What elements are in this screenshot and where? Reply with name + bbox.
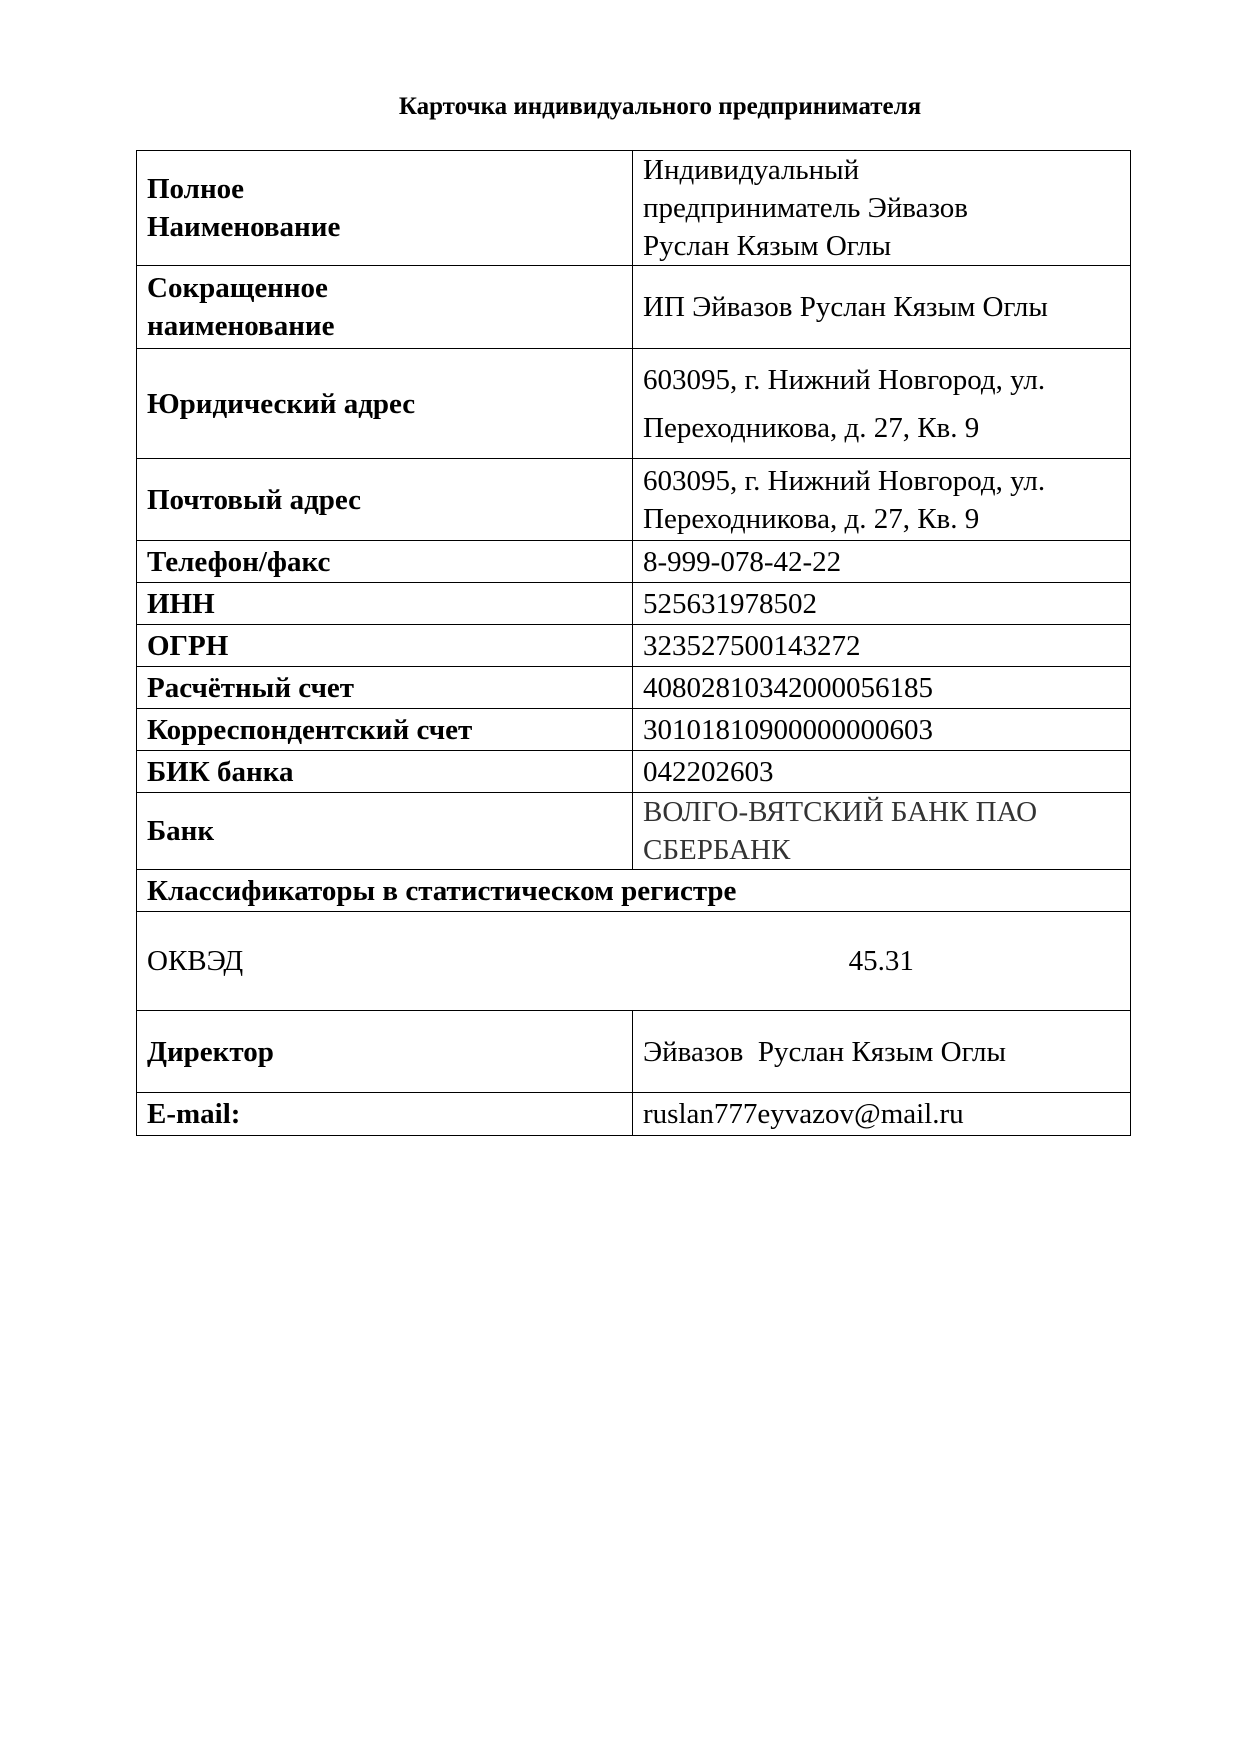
entrepreneur-card-table [136,150,1131,1136]
row-director [137,1011,1131,1093]
phone-value: 8-999-078-42-22 [633,541,1131,583]
inn-value: 525631978502 [633,583,1131,625]
full-name-label [137,151,633,266]
legal-address-value-line1: 603095, г. Нижний Новгород, ул. [643,363,1046,396]
settlement-account-label: Расчётный счет [137,667,633,709]
full-name-value-line3: Руслан Кязым Оглы [643,230,892,262]
inn-label: ИНН [137,583,633,625]
row-correspondent-account [137,709,1131,751]
director-value: Эйвазов Руслан Кязым Оглы [633,1011,1131,1093]
row-email [137,1093,1131,1136]
legal-address-value-line2: Переходникова, д. 27, Кв. 9 [643,411,980,444]
full-name-value-line2: предприниматель Эйвазов [643,192,968,224]
legal-address-label: Юридический адрес [137,349,633,459]
settlement-account-value: 40802810342000056185 [633,667,1131,709]
okved-value: 45.31 [633,912,1131,1011]
full-name-label-line1: Полное [147,173,245,205]
row-classifiers [137,870,1131,912]
postal-address-value [633,459,1131,541]
full-name-value-line1: Индивидуальный [643,154,860,186]
row-okved [137,912,1131,1011]
row-bik [137,751,1131,793]
bik-label: БИК банка [137,751,633,793]
postal-address-label: Почтовый адрес [137,459,633,541]
postal-address-value-line2: Переходникова, д. 27, Кв. 9 [643,502,980,535]
correspondent-account-label: Корреспондентский счет [137,709,633,751]
correspondent-account-value: 30101810900000000603 [633,709,1131,751]
ogrn-label: ОГРН [137,625,633,667]
email-value: ruslan777eyvazov@mail.ru [633,1093,1131,1136]
bank-value-line1: ВОЛГО-ВЯТСКИЙ БАНК ПАО [643,796,1038,828]
row-inn [137,583,1131,625]
bank-value-line2: СБЕРБАНК [643,834,791,866]
classifiers-heading: Классификаторы в статистическом регистре [137,870,1131,912]
row-ogrn [137,625,1131,667]
row-bank [137,793,1131,870]
row-phone [137,541,1131,583]
page-title: Карточка индивидуального предпринимателя [398,93,922,120]
short-name-value: ИП Эйвазов Руслан Кязым Оглы [633,266,1131,349]
short-name-label-line1: Сокращенное [147,272,328,304]
phone-label: Телефон/факс [137,541,633,583]
ogrn-value: 323527500143272 [633,625,1131,667]
row-settlement-account [137,667,1131,709]
row-legal-address [137,349,1131,459]
postal-address-value-line1: 603095, г. Нижний Новгород, ул. [643,464,1046,497]
bik-value: 042202603 [633,751,1131,793]
okved-label: ОКВЭД [137,912,633,1011]
row-full-name [137,151,1131,266]
bank-label: Банк [137,793,633,870]
bank-value [633,793,1131,870]
row-postal-address [137,459,1131,541]
short-name-label [137,266,633,349]
director-label: Директор [137,1011,633,1093]
full-name-value [633,151,1131,266]
short-name-label-line2: наименование [147,310,335,342]
full-name-label-line2: Наименование [147,211,341,243]
legal-address-value [633,349,1131,459]
row-short-name [137,266,1131,349]
email-label: E-mail: [137,1093,633,1136]
